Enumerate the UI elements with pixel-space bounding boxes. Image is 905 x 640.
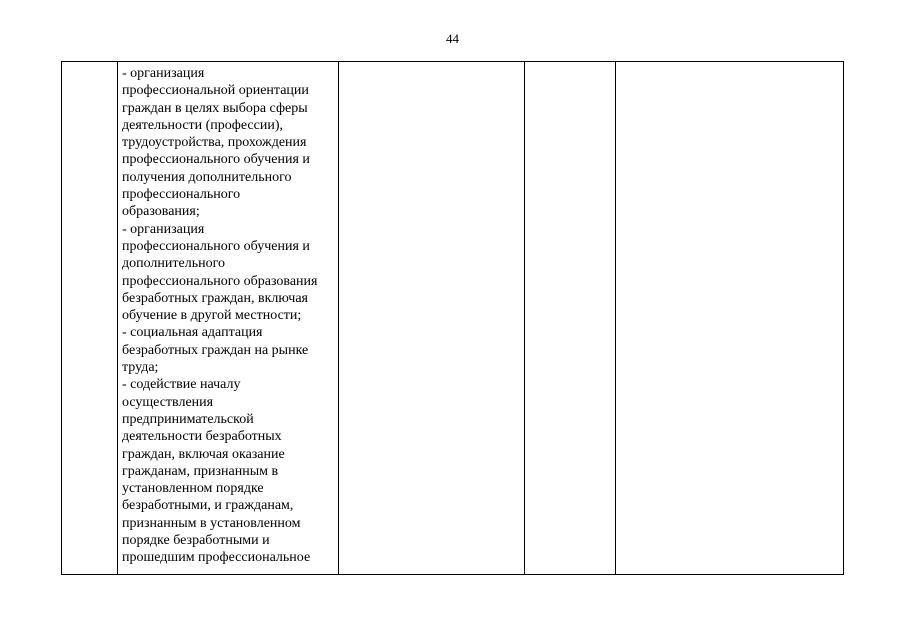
cell-line: прошедшим профессиональное <box>122 550 311 566</box>
cell-line: трудоустройства, прохождения <box>122 135 307 151</box>
cell-line: признанным в установленном <box>122 515 301 531</box>
cell-line: - социальная адаптация <box>122 325 263 341</box>
cell-line: - организация <box>122 66 205 81</box>
cell-line: получения дополнительного <box>122 169 292 185</box>
cell-line: профессионального образования <box>122 273 318 289</box>
cell-line: обучение в другой местности; <box>122 308 302 324</box>
cell-line: предпринимательской <box>122 411 254 427</box>
cell-line: образования; <box>122 204 200 220</box>
cell-line: безработных граждан на рынке <box>122 342 309 358</box>
cell-line: дополнительного <box>122 256 225 272</box>
table-cell-col1 <box>62 62 118 575</box>
cell-line: граждан в целях выбора сферы <box>122 100 308 116</box>
cell-line: деятельности безработных <box>122 429 282 445</box>
cell-line: осуществления <box>122 394 214 410</box>
cell-line: деятельности (профессии), <box>122 117 284 133</box>
table-cell-col5 <box>616 62 844 575</box>
cell-line: профессионального обучения и <box>122 152 310 168</box>
table-cell-col3 <box>339 62 525 575</box>
cell-line: - организация <box>122 221 205 237</box>
table-row <box>62 62 844 575</box>
cell-line: профессионального <box>122 187 241 203</box>
cell-line: граждан, включая оказание <box>122 446 285 462</box>
cell-line: безработными, и гражданам, <box>122 498 294 514</box>
cell-line: профессионального обучения и <box>122 238 310 254</box>
cell-line: безработных граждан, включая <box>122 290 308 306</box>
cell-line: гражданам, признанным в <box>122 463 279 479</box>
cell-line: - содействие началу <box>122 377 241 393</box>
table-cell-col4 <box>525 62 616 575</box>
cell-line: труда; <box>122 360 159 376</box>
document-table <box>61 61 844 575</box>
page-number: 44 <box>446 31 459 46</box>
cell-text-services <box>118 62 338 567</box>
cell-line: профессиональной ориентации <box>122 83 309 99</box>
cell-line: установленном порядке <box>122 481 264 497</box>
table-cell-col2 <box>118 62 339 575</box>
cell-line: порядке безработными и <box>122 533 270 549</box>
